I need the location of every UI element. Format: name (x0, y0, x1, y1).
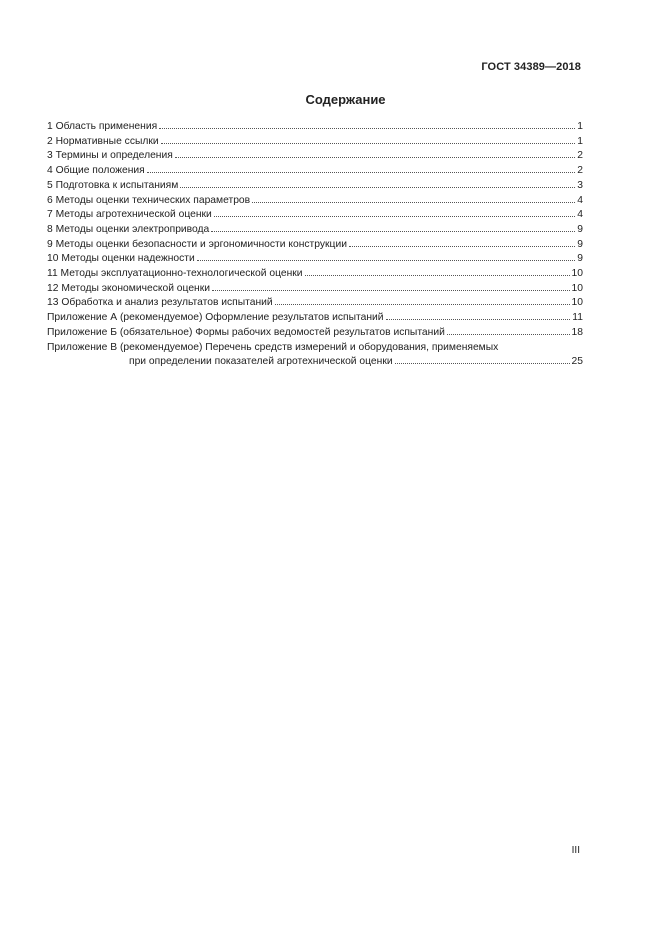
toc-item-page: 1 (577, 121, 583, 132)
toc-item-page: 10 (571, 268, 583, 280)
toc-item[interactable] (47, 194, 583, 209)
toc-item[interactable] (47, 296, 583, 311)
toc-item[interactable] (47, 223, 583, 238)
toc-item-page: 4 (577, 209, 583, 221)
dot-leader (180, 187, 575, 188)
table-of-contents (47, 120, 583, 370)
toc-item-page: 2 (577, 165, 583, 177)
toc-item-page: 9 (577, 223, 583, 235)
dot-leader (275, 304, 570, 305)
toc-item[interactable] (47, 326, 583, 341)
dot-leader (395, 363, 570, 364)
dot-leader (214, 216, 575, 217)
dot-leader (212, 290, 570, 291)
page-number: III (571, 845, 580, 856)
toc-item[interactable] (47, 149, 583, 164)
toc-item-label: при определении показателей агротехнической оценки (129, 356, 393, 368)
toc-item-page: 4 (577, 194, 583, 206)
dot-leader (386, 319, 571, 320)
toc-title: Содержание (305, 92, 386, 107)
toc-item-label: Приложение А (рекомендуемое) Оформление результатов испытаний (47, 312, 384, 324)
toc-item-label: 13 Обработка и анализ результатов испытаний (47, 297, 273, 309)
toc-item[interactable] (47, 311, 583, 326)
dot-leader (447, 334, 570, 335)
toc-item-label: 8 Методы оценки электропривода (47, 223, 210, 235)
toc-item[interactable] (47, 282, 583, 297)
toc-item-label: 9 Методы оценки безопасности и эргономичности конструкции (47, 238, 347, 250)
toc-item[interactable] (47, 252, 583, 267)
toc-item[interactable] (47, 238, 583, 253)
toc-item[interactable] (47, 208, 583, 223)
dot-leader (305, 275, 570, 276)
toc-item-label: 5 Подготовка к испытаниям (47, 179, 179, 191)
toc-item[interactable] (47, 135, 583, 150)
toc-item-label: 6 Методы оценки технических параметров (47, 194, 251, 206)
toc-item-appendix-v-line1[interactable] (47, 341, 583, 356)
dot-leader (147, 172, 576, 173)
toc-item-label: 4 Общие положения (47, 165, 145, 177)
toc-item-label: 12 Методы экономической оценки (47, 282, 210, 294)
dot-leader (211, 231, 575, 232)
toc-item-label: 1 Область применения (47, 121, 158, 132)
toc-item-label: Приложение Б (обязательное) Формы рабочих ведомостей результатов испытаний (47, 326, 445, 338)
dot-leader (161, 143, 576, 144)
toc-item-label: 3 Термины и определения (47, 150, 173, 162)
document-id: ГОСТ 34389—2018 (481, 61, 581, 73)
toc-item[interactable] (47, 267, 583, 282)
toc-item[interactable] (47, 179, 583, 194)
toc-item-page: 11 (572, 312, 583, 324)
toc-item-label: 7 Методы агротехнической оценки (47, 209, 212, 221)
toc-item-appendix-v-line2[interactable] (47, 355, 583, 370)
toc-item-page: 25 (571, 356, 583, 368)
toc-item-page: 9 (577, 253, 583, 265)
dot-leader (349, 246, 575, 247)
toc-item-label: Приложение В (рекомендуемое) Перечень средств измерений и оборудования, применяемых (47, 341, 499, 353)
toc-item-label: 11 Методы эксплуатационно-технологической оценки (47, 268, 303, 280)
toc-item[interactable] (47, 164, 583, 179)
dot-leader (252, 202, 575, 203)
toc-item-page: 9 (577, 238, 583, 250)
toc-item-page: 2 (577, 150, 583, 162)
dot-leader (175, 157, 575, 158)
toc-item-page: 18 (571, 326, 583, 338)
toc-item-page: 3 (577, 179, 583, 191)
toc-item-label: 2 Нормативные ссылки (47, 135, 159, 147)
dot-leader (159, 128, 575, 129)
toc-item-page: 10 (571, 297, 583, 309)
toc-item[interactable] (47, 120, 583, 135)
toc-item-page: 1 (577, 135, 583, 147)
toc-item-label: 10 Методы оценки надежности (47, 253, 195, 265)
toc-item-page: 10 (571, 282, 583, 294)
dot-leader (197, 260, 576, 261)
